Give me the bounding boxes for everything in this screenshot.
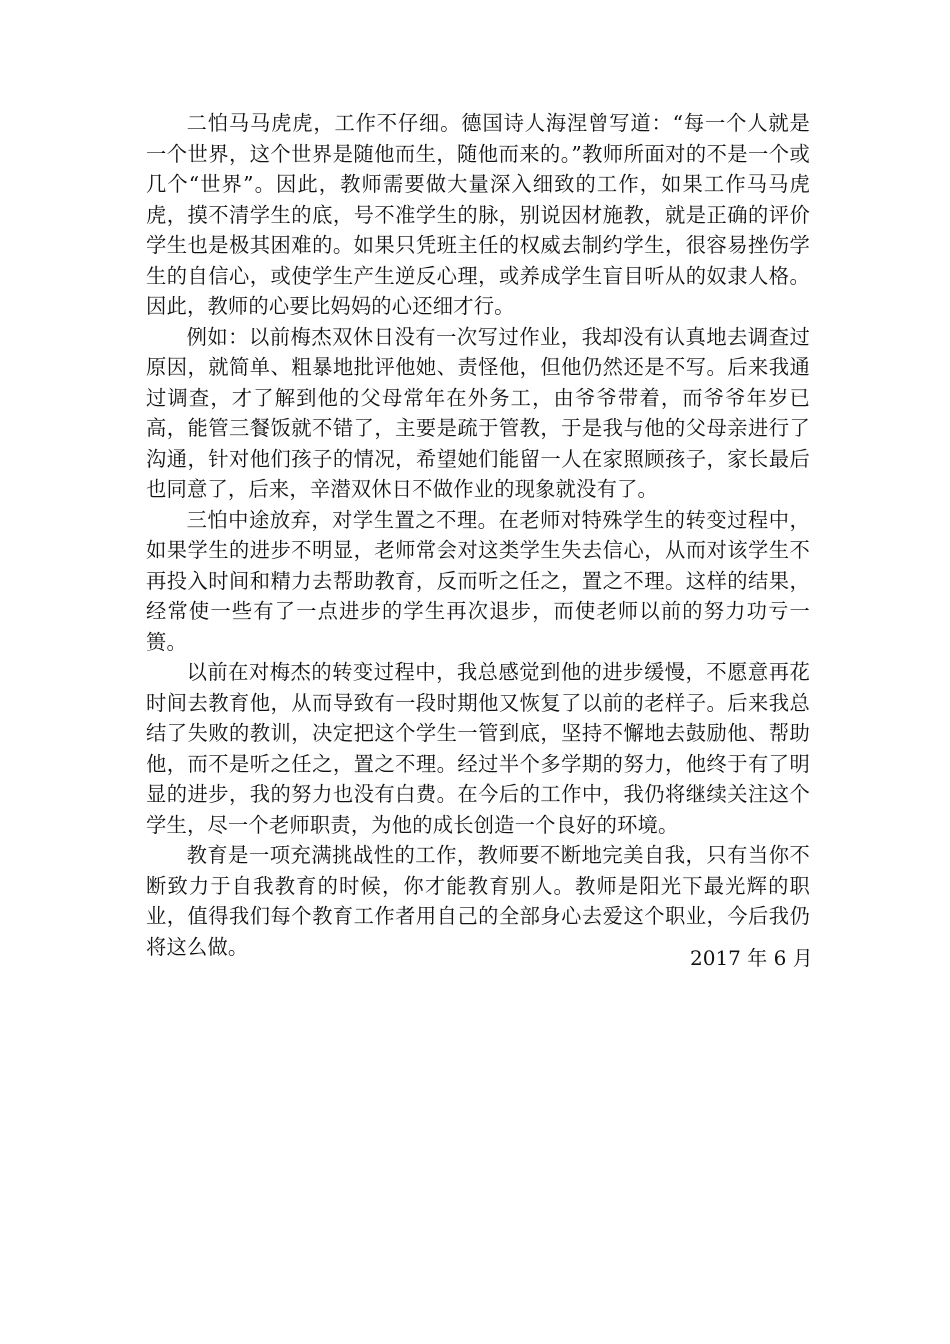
paragraph-2: 例如：以前梅杰双休日没有一次写过作业，我却没有认真地去调查过原因，就简单、粗暴地批评他她、责怪他，但他仍然还是不写。后来我通过调查，才了解到他的父母常年在外务工，由爷爷带着，而爷爷年岁已高，能管三餐饭就不错了，主要是疏于管教，于是我与他的父母亲进行了沟通，针对他们孩子的情况，希望她们能留一人在家照顾孩子，家长最后也同意了，后来，辛潜双休日不做作业的现象就没有了。 xyxy=(146,324,810,501)
paragraph-5: 教育是一项充满挑战性的工作，教师要不断地完美自我，只有当你不断致力于自我教育的时候，你才能教育别人。教师是阳光下最光辉的职业，值得我们每个教育工作者用自己的全部身心去爱这个职业，今后我仍将这么做。 xyxy=(146,843,810,959)
document-body xyxy=(146,108,810,962)
paragraph-1: 二怕马马虎虎，工作不仔细。德国诗人海涅曾写道：“每一个人就是一个世界，这个世界是随他而生，随他而来的。”教师所面对的不是一个或几个“世界”。因此，教师需要做大量深入细致的工作，如果工作马马虎虎，摸不清学生的底，号不准学生的脉，别说因材施教，就是正确的评价学生也是极其困难的。如果只凭班主任的权威去制约学生，很容易挫伤学生的自信心，或使学生产生逆反心理，或养成学生盲目听从的奴隶人格。因此，教师的心要比妈妈的心还细才行。 xyxy=(146,111,810,318)
paragraph-4: 以前在对梅杰的转变过程中，我总感觉到他的进步缓慢，不愿意再花时间去教育他，从而导致有一段时期他又恢复了以前的老样子。后来我总结了失败的教训，决定把这个学生一管到底，坚持不懈地去鼓励他、帮助他，而不是听之任之，置之不理。经过半个多学期的努力，他终于有了明显的进步，我的努力也没有白费。在今后的工作中，我仍将继续关注这个学生，尽一个老师职责，为他的成长创造一个良好的环境。 xyxy=(146,660,810,837)
paragraph-3: 三怕中途放弃，对学生置之不理。在老师对特殊学生的转变过程中，如果学生的进步不明显，老师常会对这类学生失去信心，从而对该学生不再投入时间和精力去帮助教育，反而听之任之，置之不理。这样的结果，经常使一些有了一点进步的学生再次退步，而使老师以前的努力功亏一篑。 xyxy=(146,507,810,654)
document-date: 2017 年 6 月 xyxy=(690,946,813,970)
